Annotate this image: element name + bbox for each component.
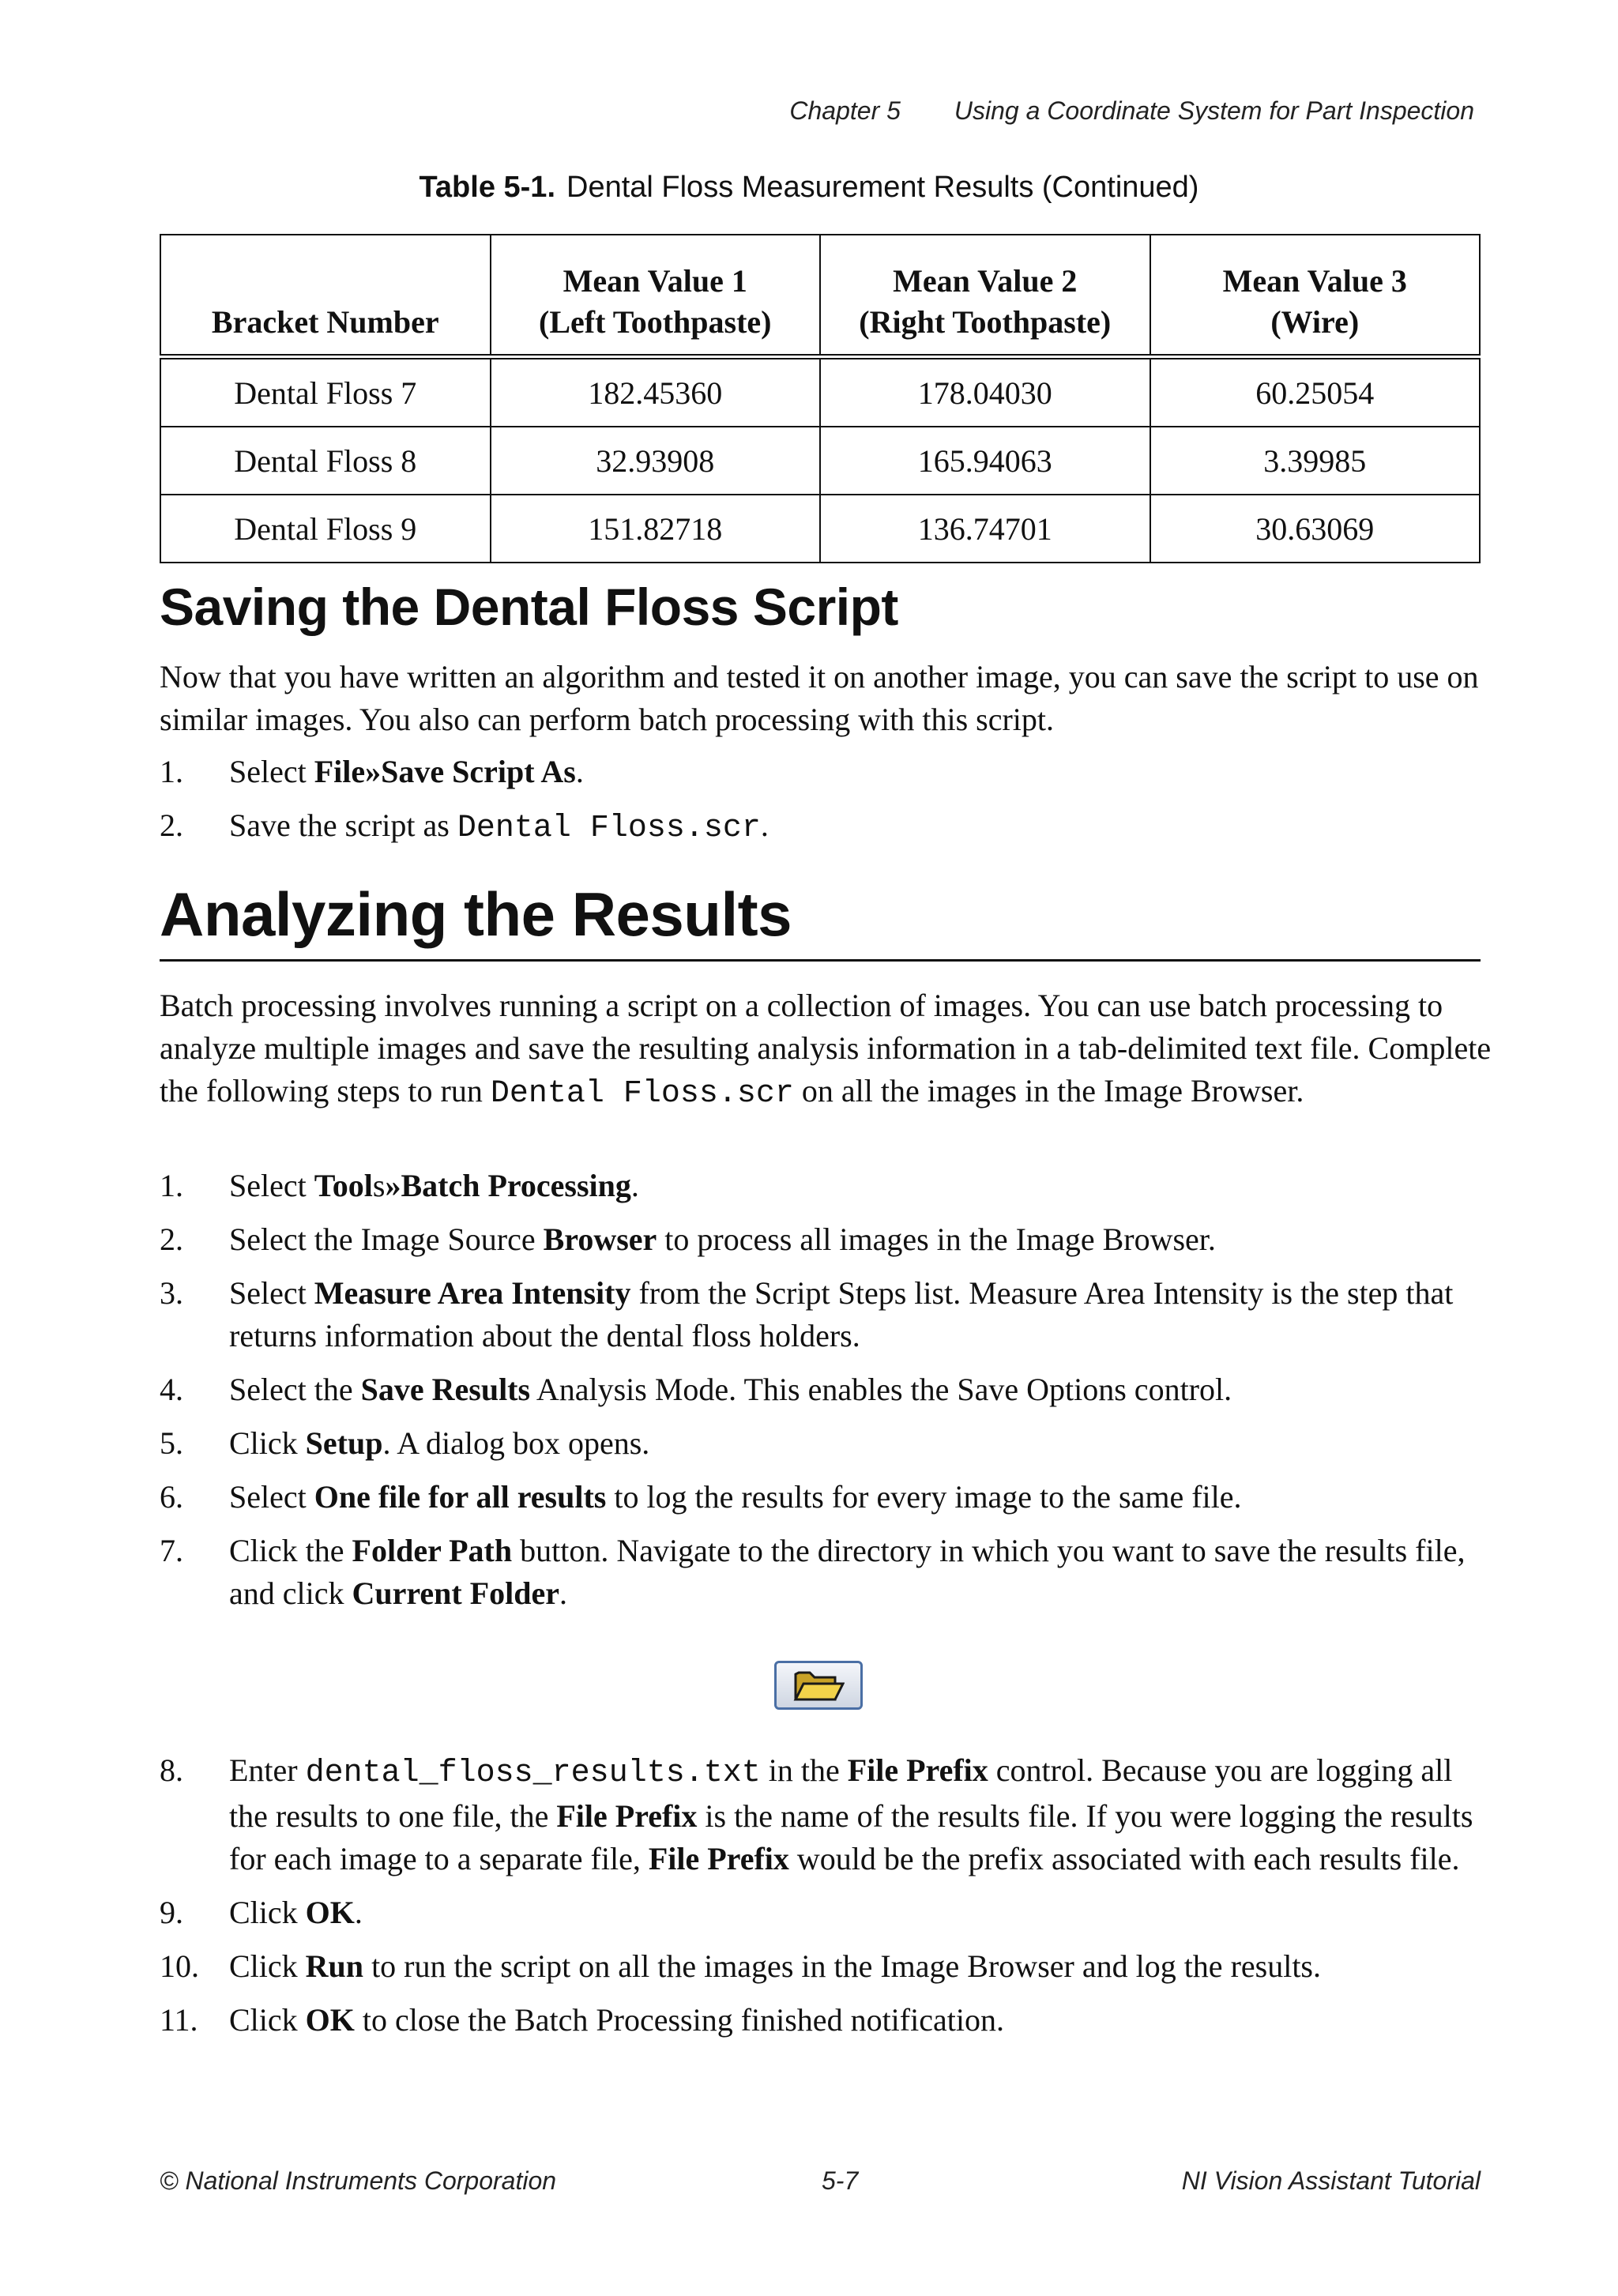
table-cell: 60.25054 [1150, 357, 1481, 427]
folder-path-button[interactable] [774, 1661, 863, 1710]
step-text [229, 1999, 1495, 2042]
footer-doc-title: NI Vision Assistant Tutorial [1181, 2166, 1481, 2195]
ui-term: OK [305, 2002, 355, 2038]
batch-processing-steps-continued [160, 1749, 1495, 2053]
table-cell: Dental Floss 7 [160, 357, 491, 427]
step-number: 6. [160, 1479, 183, 1515]
step-text-part: Click [229, 1425, 306, 1461]
open-folder-icon [792, 1668, 845, 1703]
step-text-part: s [372, 1168, 386, 1203]
step-text-part: control. Because you are logging all the results to one file, the [229, 1752, 1453, 1834]
table-caption [0, 171, 1618, 205]
ui-term: Setup [305, 1425, 383, 1461]
list-item [160, 1999, 1495, 2042]
step-text-part: to log the results for every image to the same file. [606, 1479, 1242, 1515]
table-cell: 182.45360 [491, 357, 821, 427]
code-filename: Dental Floss.scr [457, 811, 761, 846]
step-text-part: Click [229, 2002, 306, 2038]
menu-path: »Batch Processing [385, 1168, 631, 1203]
step-text-part: in the [760, 1752, 848, 1788]
step-text-part: Select [229, 1275, 314, 1311]
ui-term: Measure Area Intensity [314, 1275, 631, 1311]
footer-copyright: © National Instruments Corporation [160, 2166, 557, 2195]
step-text-part: . [630, 1168, 639, 1203]
table-row [160, 427, 1480, 495]
ui-term: Current Folder [352, 1575, 560, 1611]
step-text [229, 1165, 1495, 1207]
list-item [160, 1422, 1495, 1465]
section-heading-saving-script: Saving the Dental Floss Script [160, 578, 898, 636]
column-header-mean-value-3 [1150, 235, 1481, 357]
table-row [160, 495, 1480, 563]
step-text-part: . [354, 1895, 363, 1930]
step-text-part: Save the script as [229, 807, 457, 843]
step-number: 7. [160, 1533, 183, 1568]
column-header-line1: Mean Value 1 [563, 263, 747, 299]
column-header-line2: (Wire) [1270, 304, 1360, 340]
step-text [229, 1891, 1495, 1934]
step-text-part: would be the prefix associated with each results file. [788, 1841, 1460, 1876]
table-cell: Dental Floss 9 [160, 495, 491, 563]
ui-term: Save Results [360, 1372, 531, 1407]
menu-path: Tool [314, 1168, 373, 1203]
page-number: 5-7 [822, 2166, 859, 2195]
page-footer [160, 2166, 1481, 2196]
step-text-part: to process all images in the Image Browser. [657, 1221, 1216, 1257]
ui-term: One file for all results [314, 1479, 607, 1515]
list-item [160, 1891, 1495, 1934]
step-text [229, 1945, 1495, 1988]
step-number: 8. [160, 1752, 183, 1788]
table-cell: 30.63069 [1150, 495, 1481, 563]
column-header-line2: (Left Toothpaste) [539, 304, 772, 340]
step-text-part: . [559, 1575, 568, 1611]
step-text-part: Select the [229, 1372, 361, 1407]
table-cell: Dental Floss 8 [160, 427, 491, 495]
list-item [160, 1749, 1495, 1880]
list-item [160, 1272, 1495, 1357]
table-caption-text: Dental Floss Measurement Results (Continued) [566, 171, 1199, 204]
step-text [229, 1218, 1495, 1261]
step-text-part: button. Navigate to the directory in which you want to save the results file, and click [229, 1533, 1466, 1611]
column-header-line2: Bracket Number [211, 304, 439, 340]
table-header-row [160, 235, 1480, 357]
step-text-part: Analysis Mode. This enables the Save Options control. [530, 1372, 1232, 1407]
step-text [229, 751, 1495, 793]
step-number: 11. [160, 2002, 198, 2038]
ui-term: Run [305, 1948, 364, 1984]
step-text [229, 1476, 1495, 1519]
table-cell: 3.39985 [1150, 427, 1481, 495]
code-filename: dental_floss_results.txt [305, 1756, 761, 1791]
table-cell: 165.94063 [820, 427, 1150, 495]
list-item [160, 1476, 1495, 1519]
step-text-part: . [760, 807, 769, 843]
column-header-mean-value-2 [820, 235, 1150, 357]
menu-path: File»Save Script As [314, 754, 576, 789]
header-chapter: Chapter 5 [789, 96, 901, 125]
results-table [160, 234, 1481, 563]
section-heading-analyzing-results: Analyzing the Results [160, 879, 792, 949]
step-number: 1. [160, 1168, 183, 1203]
save-script-steps [160, 751, 1495, 861]
step-text [229, 1749, 1495, 1880]
table-cell: 136.74701 [820, 495, 1150, 563]
step-number: 1. [160, 754, 183, 789]
table-cell: 151.82718 [491, 495, 821, 563]
step-text-part: Enter [229, 1752, 306, 1788]
step-text-part: Click the [229, 1533, 352, 1568]
step-text-part: from the Script Steps list. Measure Area Intensity is the step that returns information about the dental floss holders. [229, 1275, 1454, 1353]
column-header-line2: (Right Toothpaste) [859, 304, 1112, 340]
step-text-part: Click [229, 1948, 306, 1984]
header-chapter-title: Using a Coordinate System for Part Inspection [954, 96, 1474, 125]
table-cell: 32.93908 [491, 427, 821, 495]
intro-text: Batch processing involves running a script on a collection of images. You can use batch processing to analyze multiple images and save the resulting analysis information in a tab-delimited text file. Complete the following steps to run [160, 988, 1492, 1108]
step-text-part: is the name of the results file. If you were logging the results for each image to a separate file, [229, 1798, 1473, 1876]
table-row [160, 357, 1480, 427]
step-text-part: . [575, 754, 584, 789]
ui-term: Browser [543, 1221, 657, 1257]
step-number: 3. [160, 1275, 183, 1311]
table-caption-number: Table 5-1. [419, 171, 555, 204]
step-number: 9. [160, 1895, 183, 1930]
section-1-intro: Now that you have written an algorithm and tested it on another image, you can save the script to use on similar images. You also can perform batch processing with this script. [160, 659, 1479, 737]
step-text-part: to close the Batch Processing finished notification. [354, 2002, 1004, 2038]
step-number: 2. [160, 807, 183, 843]
column-header-bracket-number [160, 235, 491, 357]
ui-term: Folder Path [352, 1533, 513, 1568]
list-item [160, 1165, 1495, 1207]
step-text [229, 804, 1495, 850]
step-text [229, 1422, 1495, 1465]
step-text-part: Click [229, 1895, 306, 1930]
step-text [229, 1530, 1495, 1615]
ui-term: File Prefix [847, 1752, 988, 1788]
step-number: 5. [160, 1425, 183, 1461]
list-item [160, 1368, 1495, 1411]
step-text-part: to run the script on all the images in the Image Browser and log the results. [363, 1948, 1321, 1984]
intro-text: on all the images in the Image Browser. [793, 1073, 1304, 1108]
step-text-part: . A dialog box opens. [382, 1425, 650, 1461]
step-number: 2. [160, 1221, 183, 1257]
heading-rule [160, 959, 1481, 962]
step-text-part: Select [229, 1168, 314, 1203]
list-item [160, 751, 1495, 793]
ui-term: OK [305, 1895, 355, 1930]
step-text [229, 1368, 1495, 1411]
section-2-intro [160, 984, 1495, 1116]
step-text-part: Select [229, 1479, 314, 1515]
column-header-mean-value-1 [491, 235, 821, 357]
table-cell: 178.04030 [820, 357, 1150, 427]
ui-term: File Prefix [648, 1841, 789, 1876]
list-item [160, 1530, 1495, 1615]
step-number: 4. [160, 1372, 183, 1407]
running-header [789, 96, 1474, 126]
column-header-line1: Mean Value 2 [893, 263, 1078, 299]
list-item [160, 804, 1495, 850]
list-item [160, 1945, 1495, 1988]
ui-term: File Prefix [556, 1798, 698, 1834]
list-item [160, 1218, 1495, 1261]
batch-processing-steps [160, 1165, 1495, 1626]
column-header-line1: Mean Value 3 [1222, 263, 1407, 299]
step-text-part: Select [229, 754, 314, 789]
code-filename: Dental Floss.scr [490, 1076, 794, 1112]
step-text-part: Select the Image Source [229, 1221, 544, 1257]
step-number: 10. [160, 1948, 199, 1984]
step-text [229, 1272, 1495, 1357]
